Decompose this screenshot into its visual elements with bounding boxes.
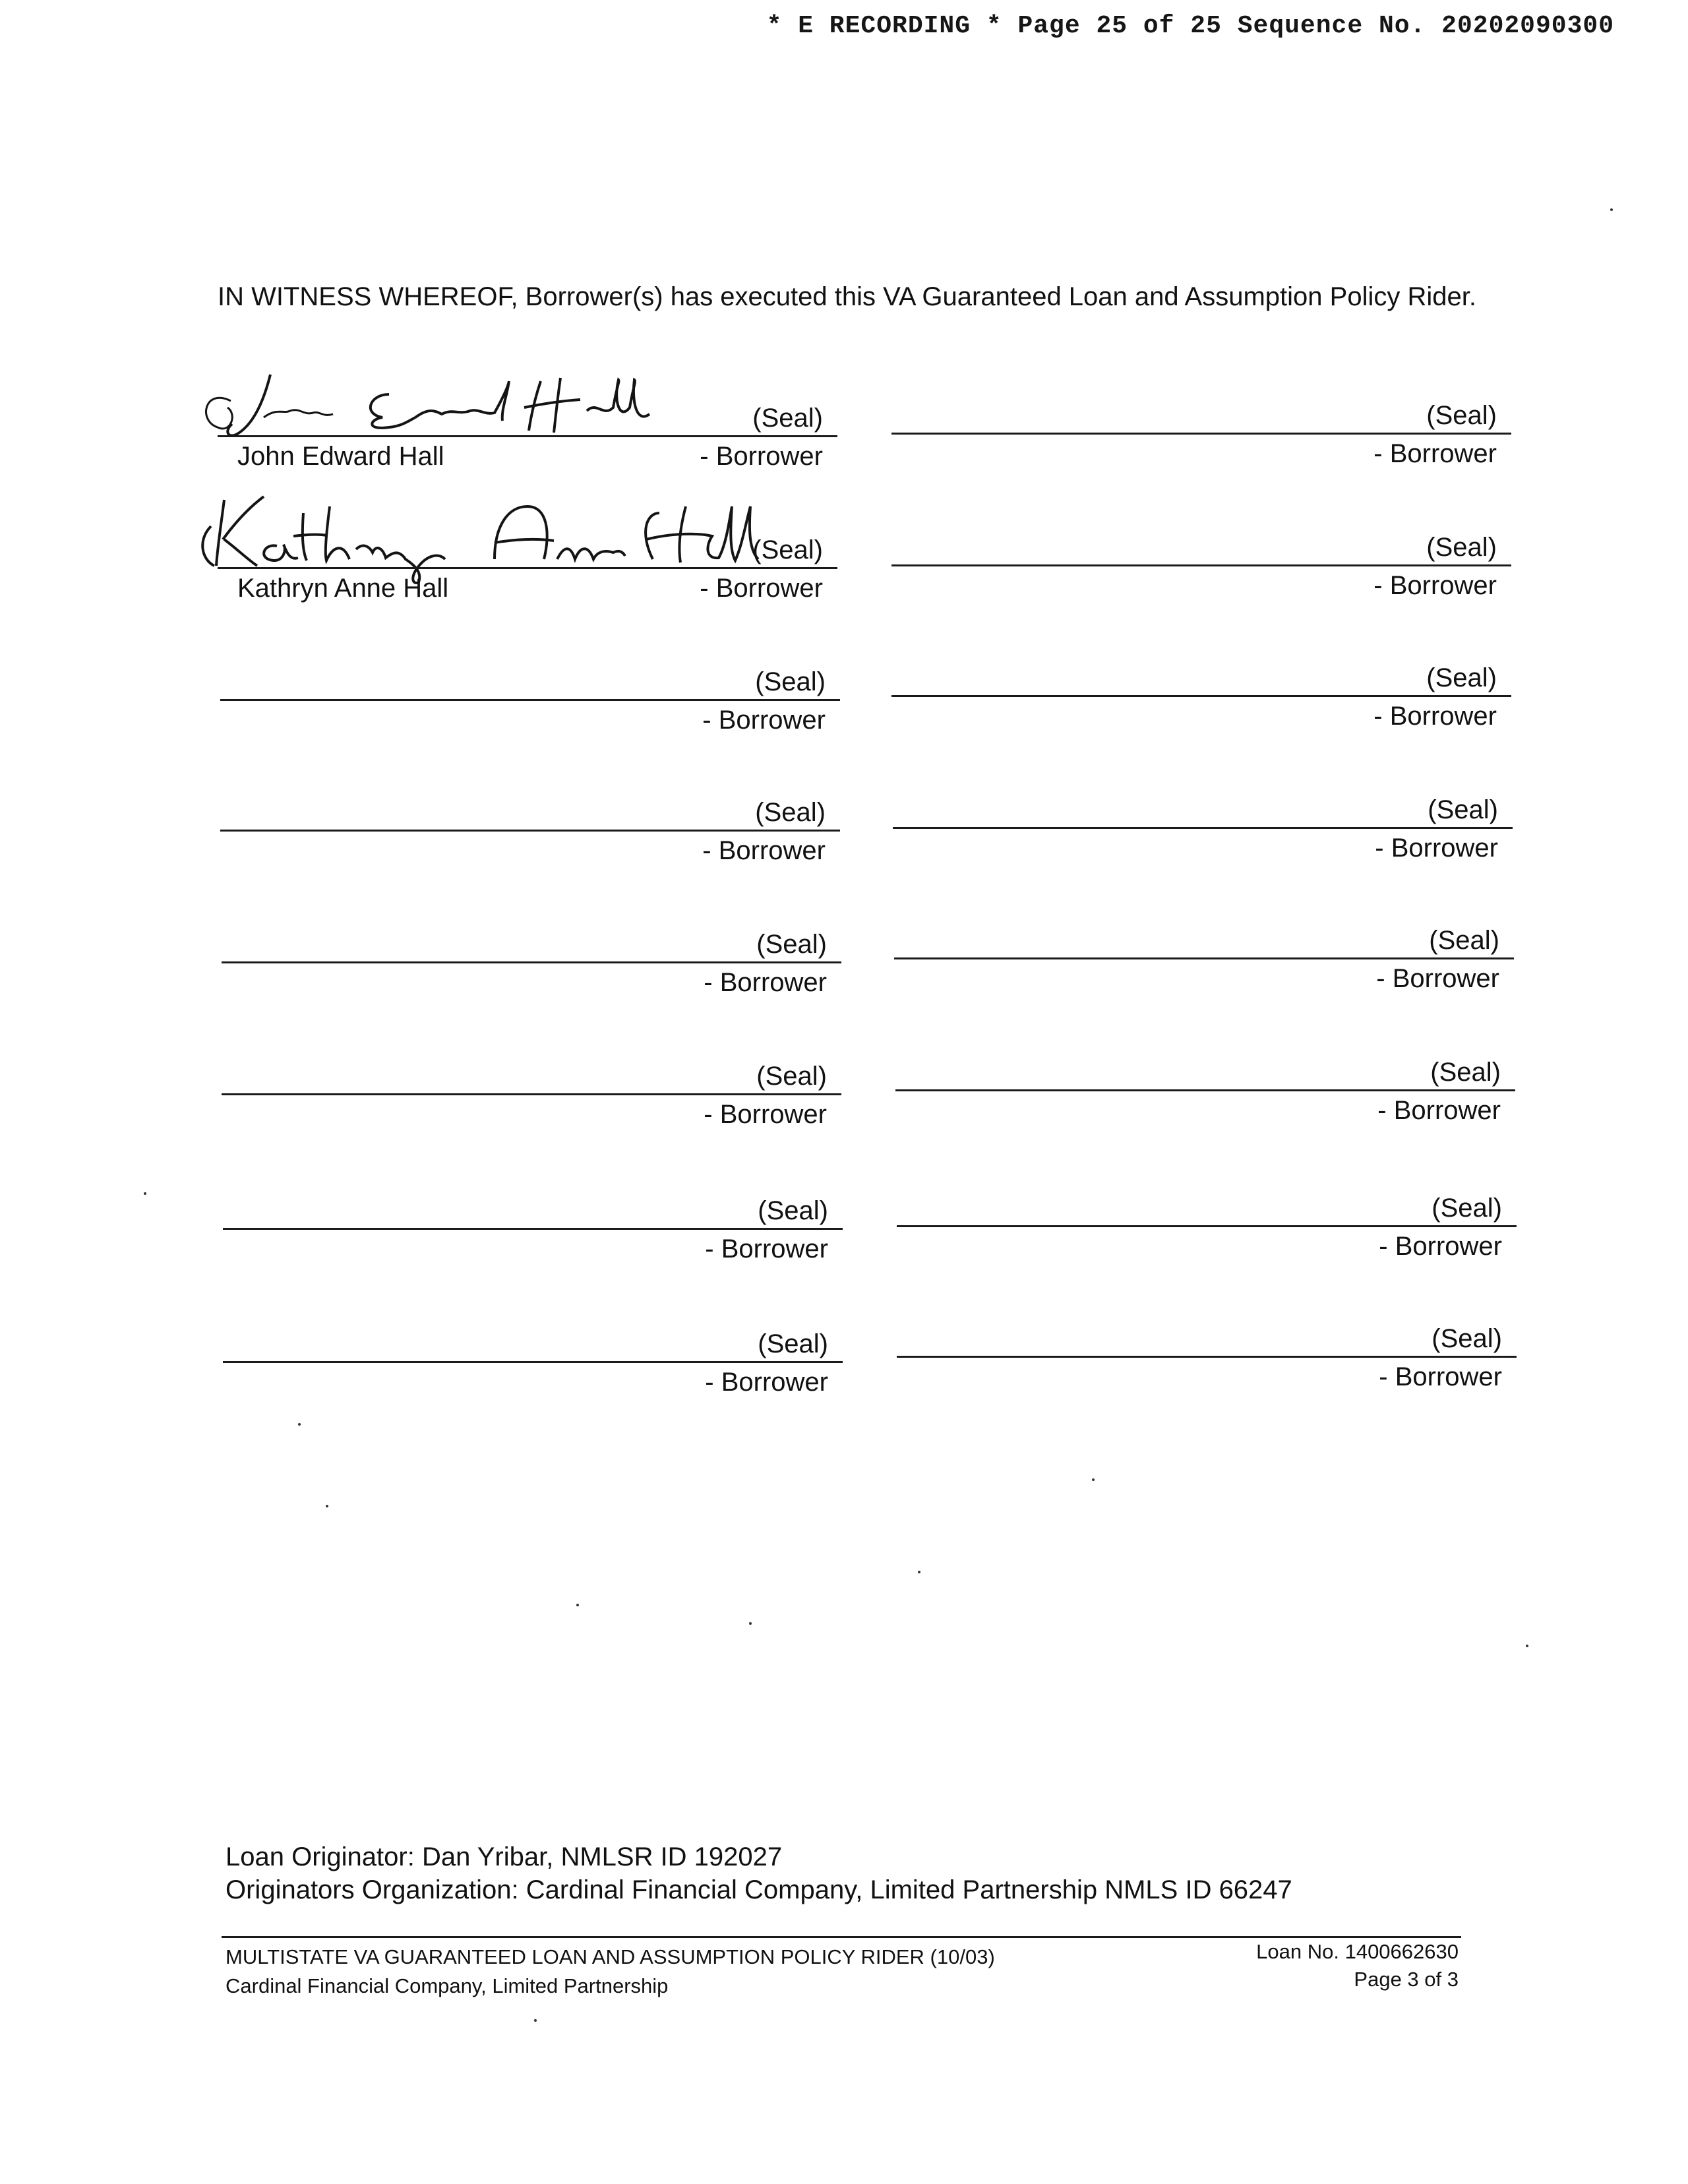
role-label: - Borrower [1377, 1096, 1501, 1125]
scan-speck [918, 1571, 920, 1573]
seal-label: (Seal) [752, 535, 823, 564]
role-label: - Borrower [702, 706, 826, 735]
signature-block-blank [223, 1327, 843, 1406]
footer-rule [222, 1936, 1461, 1938]
signature-line [220, 830, 840, 832]
seal-label: (Seal) [1432, 1194, 1502, 1223]
signature-line [895, 1089, 1515, 1091]
signature-block-blank [891, 661, 1511, 740]
signature-block-blank [220, 795, 840, 874]
signature-block-blank [891, 398, 1511, 477]
scan-speck [1092, 1478, 1095, 1481]
witness-statement: IN WITNESS WHEREOF, Borrower(s) has executed this VA Guaranteed Loan and Assumption Policy Rider. [218, 282, 1476, 311]
signature-line [897, 1356, 1517, 1358]
role-label: - Borrower [702, 836, 826, 865]
originator-organization: Originators Organization: Cardinal Financial Company, Limited Partnership NMLS ID 66247 [226, 1875, 1292, 1904]
role-label: - Borrower [705, 1234, 828, 1263]
scan-speck [298, 1423, 301, 1426]
signature-line [891, 695, 1511, 697]
role-label: - Borrower [700, 442, 823, 471]
scan-speck [1526, 1645, 1528, 1647]
signature-line [891, 564, 1511, 566]
loan-originator: Loan Originator: Dan Yribar, NMLSR ID 192027 [226, 1842, 783, 1871]
signature-block-blank [222, 1059, 841, 1138]
scan-speck [1610, 208, 1613, 211]
signature-line [218, 435, 837, 437]
signature-block-blank [897, 1321, 1517, 1401]
signature-block-blank [223, 1194, 843, 1273]
recording-stamp: * E RECORDING * Page 25 of 25 Sequence No. 20202090300 [766, 12, 1614, 40]
signature-line [220, 699, 840, 701]
seal-label: (Seal) [755, 667, 826, 696]
role-label: - Borrower [1379, 1232, 1502, 1261]
role-label: - Borrower [705, 1368, 828, 1397]
signature-line [894, 957, 1514, 959]
signature-line [223, 1228, 843, 1230]
role-label: - Borrower [1379, 1362, 1502, 1391]
form-title: MULTISTATE VA GUARANTEED LOAN AND ASSUMPTION POLICY RIDER (10/03) [226, 1945, 995, 1968]
seal-label: (Seal) [1428, 795, 1498, 824]
signer-name: Kathryn Anne Hall [237, 574, 449, 603]
signature-line [897, 1225, 1517, 1227]
page-number: Page 3 of 3 [1354, 1968, 1459, 1991]
signature-line [891, 433, 1511, 435]
signature-line [222, 961, 841, 963]
signature-block-kathryn [218, 533, 837, 612]
seal-label: (Seal) [1430, 1058, 1501, 1087]
scan-speck [749, 1622, 752, 1625]
role-label: - Borrower [704, 968, 827, 997]
scan-speck [326, 1505, 328, 1507]
role-label: - Borrower [1373, 439, 1497, 468]
seal-label: (Seal) [752, 404, 823, 433]
scan-speck [576, 1604, 579, 1606]
role-label: - Borrower [1373, 571, 1497, 600]
seal-label: (Seal) [756, 930, 827, 959]
signature-block-blank [894, 923, 1514, 1002]
seal-label: (Seal) [1429, 926, 1499, 955]
signature-block-blank [895, 1055, 1515, 1134]
role-label: - Borrower [1375, 834, 1498, 863]
seal-label: (Seal) [1426, 663, 1497, 692]
seal-label: (Seal) [758, 1329, 828, 1358]
seal-label: (Seal) [1432, 1324, 1502, 1353]
scan-speck [534, 2019, 537, 2022]
signature-block-blank [891, 530, 1511, 609]
role-label: - Borrower [1373, 702, 1497, 731]
seal-label: (Seal) [758, 1196, 828, 1225]
signer-name: John Edward Hall [237, 442, 444, 471]
signature-kathryn-anne-hall [185, 487, 778, 586]
company-name: Cardinal Financial Company, Limited Partnership [226, 1974, 669, 1997]
signature-line [222, 1093, 841, 1095]
signature-block-john [218, 401, 837, 480]
signature-block-blank [897, 1191, 1517, 1270]
signature-block-blank [893, 793, 1513, 872]
signature-block-blank [220, 665, 840, 744]
scan-speck [144, 1192, 146, 1195]
loan-number: Loan No. 1400662630 [1256, 1940, 1459, 1963]
seal-label: (Seal) [1426, 401, 1497, 430]
signature-line [893, 827, 1513, 829]
role-label: - Borrower [1376, 964, 1499, 993]
signature-block-blank [222, 927, 841, 1006]
seal-label: (Seal) [1426, 533, 1497, 562]
seal-label: (Seal) [755, 798, 826, 827]
signature-line [223, 1361, 843, 1363]
seal-label: (Seal) [756, 1062, 827, 1091]
role-label: - Borrower [700, 574, 823, 603]
role-label: - Borrower [704, 1100, 827, 1129]
signature-line [218, 567, 837, 569]
